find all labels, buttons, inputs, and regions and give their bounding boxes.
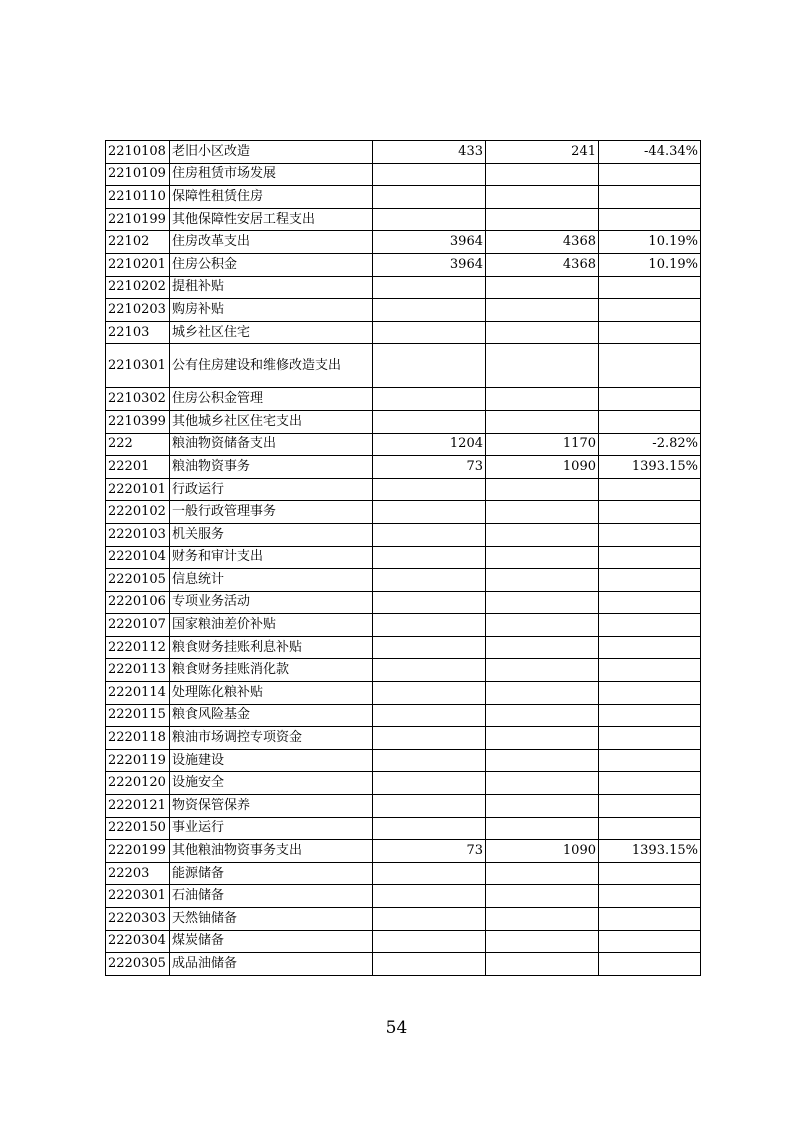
account-code-cell: 22203 bbox=[106, 862, 170, 885]
change-percent-cell bbox=[599, 636, 701, 659]
amount-prior-cell bbox=[373, 795, 486, 818]
amount-prior-cell bbox=[373, 388, 486, 411]
table-row bbox=[106, 231, 701, 254]
table-row bbox=[106, 410, 701, 433]
amount-prior-cell bbox=[373, 186, 486, 209]
change-percent-cell: 1393.15% bbox=[599, 840, 701, 863]
budget-table-body bbox=[106, 141, 701, 976]
change-percent-cell bbox=[599, 749, 701, 772]
account-name-cell: 粮油市场调控专项资金 bbox=[170, 727, 373, 750]
amount-current-cell bbox=[486, 208, 599, 231]
amount-prior-cell bbox=[373, 930, 486, 953]
amount-current-cell bbox=[486, 546, 599, 569]
amount-prior-cell bbox=[373, 501, 486, 524]
account-name-cell: 其他城乡社区住宅支出 bbox=[170, 410, 373, 433]
account-name-cell: 其他保障性安居工程支出 bbox=[170, 208, 373, 231]
amount-current-cell bbox=[486, 772, 599, 795]
amount-current-cell bbox=[486, 478, 599, 501]
amount-current-cell: 1090 bbox=[486, 840, 599, 863]
change-percent-cell bbox=[599, 614, 701, 637]
change-percent-cell: 10.19% bbox=[599, 231, 701, 254]
table-row bbox=[106, 953, 701, 976]
change-percent-cell bbox=[599, 569, 701, 592]
table-row bbox=[106, 344, 701, 388]
account-name-cell: 天然铀储备 bbox=[170, 908, 373, 931]
table-row bbox=[106, 682, 701, 705]
amount-prior-cell bbox=[373, 546, 486, 569]
account-code-cell: 2210301 bbox=[106, 344, 170, 388]
account-name-cell: 住房租赁市场发展 bbox=[170, 163, 373, 186]
table-row bbox=[106, 141, 701, 164]
amount-prior-cell bbox=[373, 727, 486, 750]
amount-current-cell bbox=[486, 299, 599, 322]
change-percent-cell bbox=[599, 410, 701, 433]
account-name-cell: 粮食财务挂账利息补贴 bbox=[170, 636, 373, 659]
account-name-cell: 行政运行 bbox=[170, 478, 373, 501]
amount-prior-cell: 3964 bbox=[373, 253, 486, 276]
account-code-cell: 22102 bbox=[106, 231, 170, 254]
table-row bbox=[106, 186, 701, 209]
amount-prior-cell: 73 bbox=[373, 456, 486, 479]
account-name-cell: 保障性租赁住房 bbox=[170, 186, 373, 209]
account-name-cell: 住房改革支出 bbox=[170, 231, 373, 254]
account-name-cell: 住房公积金管理 bbox=[170, 388, 373, 411]
amount-current-cell bbox=[486, 727, 599, 750]
table-row bbox=[106, 253, 701, 276]
account-name-cell: 提租补贴 bbox=[170, 276, 373, 299]
account-name-cell: 信息统计 bbox=[170, 569, 373, 592]
account-name-cell: 公有住房建设和维修改造支出 bbox=[170, 344, 373, 388]
table-row bbox=[106, 930, 701, 953]
amount-current-cell bbox=[486, 523, 599, 546]
amount-prior-cell: 433 bbox=[373, 141, 486, 164]
table-row bbox=[106, 614, 701, 637]
account-name-cell: 城乡社区住宅 bbox=[170, 321, 373, 344]
change-percent-cell: -2.82% bbox=[599, 433, 701, 456]
account-name-cell: 其他粮油物资事务支出 bbox=[170, 840, 373, 863]
table-row bbox=[106, 478, 701, 501]
account-name-cell: 粮食风险基金 bbox=[170, 704, 373, 727]
change-percent-cell bbox=[599, 299, 701, 322]
change-percent-cell bbox=[599, 501, 701, 524]
amount-prior-cell bbox=[373, 636, 486, 659]
table-row bbox=[106, 569, 701, 592]
change-percent-cell bbox=[599, 523, 701, 546]
account-code-cell: 2220301 bbox=[106, 885, 170, 908]
table-row bbox=[106, 208, 701, 231]
table-row bbox=[106, 501, 701, 524]
amount-prior-cell bbox=[373, 276, 486, 299]
change-percent-cell bbox=[599, 930, 701, 953]
account-code-cell: 2220304 bbox=[106, 930, 170, 953]
amount-prior-cell bbox=[373, 591, 486, 614]
amount-current-cell bbox=[486, 501, 599, 524]
amount-current-cell bbox=[486, 682, 599, 705]
account-code-cell: 2220112 bbox=[106, 636, 170, 659]
table-row bbox=[106, 388, 701, 411]
table-row bbox=[106, 299, 701, 322]
account-name-cell: 一般行政管理事务 bbox=[170, 501, 373, 524]
account-code-cell: 2220106 bbox=[106, 591, 170, 614]
change-percent-cell bbox=[599, 862, 701, 885]
amount-prior-cell bbox=[373, 817, 486, 840]
table-row bbox=[106, 840, 701, 863]
amount-current-cell: 241 bbox=[486, 141, 599, 164]
amount-current-cell bbox=[486, 953, 599, 976]
amount-prior-cell bbox=[373, 682, 486, 705]
table-row bbox=[106, 795, 701, 818]
account-code-cell: 2220102 bbox=[106, 501, 170, 524]
amount-prior-cell bbox=[373, 908, 486, 931]
account-code-cell: 2210201 bbox=[106, 253, 170, 276]
table-row bbox=[106, 546, 701, 569]
account-code-cell: 2220305 bbox=[106, 953, 170, 976]
account-code-cell: 2220121 bbox=[106, 795, 170, 818]
change-percent-cell bbox=[599, 817, 701, 840]
amount-current-cell bbox=[486, 908, 599, 931]
change-percent-cell bbox=[599, 276, 701, 299]
change-percent-cell bbox=[599, 727, 701, 750]
change-percent-cell bbox=[599, 321, 701, 344]
amount-current-cell bbox=[486, 344, 599, 388]
amount-prior-cell: 1204 bbox=[373, 433, 486, 456]
account-code-cell: 2220101 bbox=[106, 478, 170, 501]
amount-current-cell bbox=[486, 163, 599, 186]
account-code-cell: 2210202 bbox=[106, 276, 170, 299]
account-name-cell: 住房公积金 bbox=[170, 253, 373, 276]
amount-current-cell bbox=[486, 636, 599, 659]
change-percent-cell bbox=[599, 795, 701, 818]
account-name-cell: 财务和审计支出 bbox=[170, 546, 373, 569]
page-number: 54 bbox=[385, 1018, 408, 1038]
account-code-cell: 2210399 bbox=[106, 410, 170, 433]
account-name-cell: 设施安全 bbox=[170, 772, 373, 795]
account-name-cell: 老旧小区改造 bbox=[170, 141, 373, 164]
amount-prior-cell bbox=[373, 772, 486, 795]
amount-current-cell bbox=[486, 704, 599, 727]
account-name-cell: 机关服务 bbox=[170, 523, 373, 546]
change-percent-cell bbox=[599, 478, 701, 501]
table-row bbox=[106, 772, 701, 795]
account-name-cell: 成品油储备 bbox=[170, 953, 373, 976]
account-code-cell: 2220150 bbox=[106, 817, 170, 840]
amount-current-cell bbox=[486, 410, 599, 433]
account-code-cell: 22201 bbox=[106, 456, 170, 479]
amount-current-cell: 4368 bbox=[486, 231, 599, 254]
account-code-cell: 2210108 bbox=[106, 141, 170, 164]
amount-current-cell: 1170 bbox=[486, 433, 599, 456]
change-percent-cell bbox=[599, 682, 701, 705]
table-row bbox=[106, 163, 701, 186]
amount-prior-cell bbox=[373, 478, 486, 501]
amount-current-cell bbox=[486, 276, 599, 299]
amount-prior-cell bbox=[373, 321, 486, 344]
change-percent-cell: 1393.15% bbox=[599, 456, 701, 479]
account-name-cell: 石油储备 bbox=[170, 885, 373, 908]
account-name-cell: 粮油物资储备支出 bbox=[170, 433, 373, 456]
amount-prior-cell bbox=[373, 704, 486, 727]
change-percent-cell bbox=[599, 704, 701, 727]
table-row bbox=[106, 727, 701, 750]
amount-current-cell bbox=[486, 930, 599, 953]
change-percent-cell: 10.19% bbox=[599, 253, 701, 276]
table-row bbox=[106, 321, 701, 344]
account-code-cell: 2210203 bbox=[106, 299, 170, 322]
account-name-cell: 国家粮油差价补贴 bbox=[170, 614, 373, 637]
amount-prior-cell bbox=[373, 885, 486, 908]
account-code-cell: 2220103 bbox=[106, 523, 170, 546]
amount-prior-cell bbox=[373, 344, 486, 388]
account-code-cell: 2220120 bbox=[106, 772, 170, 795]
amount-current-cell bbox=[486, 591, 599, 614]
amount-prior-cell: 3964 bbox=[373, 231, 486, 254]
account-code-cell: 2210302 bbox=[106, 388, 170, 411]
account-code-cell: 2220303 bbox=[106, 908, 170, 931]
account-code-cell: 2210109 bbox=[106, 163, 170, 186]
amount-prior-cell bbox=[373, 523, 486, 546]
amount-current-cell bbox=[486, 614, 599, 637]
account-name-cell: 事业运行 bbox=[170, 817, 373, 840]
amount-current-cell bbox=[486, 885, 599, 908]
budget-table bbox=[105, 140, 701, 976]
account-name-cell: 设施建设 bbox=[170, 749, 373, 772]
change-percent-cell bbox=[599, 388, 701, 411]
account-name-cell: 处理陈化粮补贴 bbox=[170, 682, 373, 705]
change-percent-cell bbox=[599, 953, 701, 976]
change-percent-cell bbox=[599, 163, 701, 186]
table-row bbox=[106, 862, 701, 885]
amount-current-cell bbox=[486, 569, 599, 592]
change-percent-cell bbox=[599, 186, 701, 209]
change-percent-cell: -44.34% bbox=[599, 141, 701, 164]
account-code-cell: 2220113 bbox=[106, 659, 170, 682]
amount-prior-cell bbox=[373, 862, 486, 885]
change-percent-cell bbox=[599, 885, 701, 908]
account-code-cell: 2210199 bbox=[106, 208, 170, 231]
account-code-cell: 2220119 bbox=[106, 749, 170, 772]
account-code-cell: 22103 bbox=[106, 321, 170, 344]
table-row bbox=[106, 749, 701, 772]
account-code-cell: 2210110 bbox=[106, 186, 170, 209]
account-code-cell: 222 bbox=[106, 433, 170, 456]
amount-current-cell bbox=[486, 388, 599, 411]
change-percent-cell bbox=[599, 344, 701, 388]
amount-current-cell: 4368 bbox=[486, 253, 599, 276]
change-percent-cell bbox=[599, 659, 701, 682]
table-row bbox=[106, 817, 701, 840]
account-code-cell: 2220199 bbox=[106, 840, 170, 863]
amount-prior-cell bbox=[373, 410, 486, 433]
table-row bbox=[106, 704, 701, 727]
table-row bbox=[106, 523, 701, 546]
account-code-cell: 2220107 bbox=[106, 614, 170, 637]
amount-current-cell bbox=[486, 659, 599, 682]
account-name-cell: 专项业务活动 bbox=[170, 591, 373, 614]
amount-prior-cell bbox=[373, 749, 486, 772]
account-code-cell: 2220115 bbox=[106, 704, 170, 727]
amount-prior-cell bbox=[373, 614, 486, 637]
table-row bbox=[106, 636, 701, 659]
amount-current-cell: 1090 bbox=[486, 456, 599, 479]
amount-prior-cell bbox=[373, 569, 486, 592]
amount-current-cell bbox=[486, 817, 599, 840]
amount-prior-cell bbox=[373, 208, 486, 231]
amount-prior-cell: 73 bbox=[373, 840, 486, 863]
amount-prior-cell bbox=[373, 163, 486, 186]
account-name-cell: 能源储备 bbox=[170, 862, 373, 885]
account-code-cell: 2220105 bbox=[106, 569, 170, 592]
table-row bbox=[106, 456, 701, 479]
table-row bbox=[106, 276, 701, 299]
change-percent-cell bbox=[599, 546, 701, 569]
amount-current-cell bbox=[486, 862, 599, 885]
account-name-cell: 粮食财务挂账消化款 bbox=[170, 659, 373, 682]
table-row bbox=[106, 659, 701, 682]
account-name-cell: 粮油物资事务 bbox=[170, 456, 373, 479]
account-code-cell: 2220118 bbox=[106, 727, 170, 750]
account-name-cell: 物资保管保养 bbox=[170, 795, 373, 818]
table-row bbox=[106, 433, 701, 456]
table-row bbox=[106, 885, 701, 908]
amount-prior-cell bbox=[373, 953, 486, 976]
table-row bbox=[106, 591, 701, 614]
change-percent-cell bbox=[599, 591, 701, 614]
amount-current-cell bbox=[486, 186, 599, 209]
account-code-cell: 2220104 bbox=[106, 546, 170, 569]
account-code-cell: 2220114 bbox=[106, 682, 170, 705]
account-name-cell: 购房补贴 bbox=[170, 299, 373, 322]
account-name-cell: 煤炭储备 bbox=[170, 930, 373, 953]
amount-prior-cell bbox=[373, 659, 486, 682]
amount-current-cell bbox=[486, 749, 599, 772]
amount-current-cell bbox=[486, 795, 599, 818]
change-percent-cell bbox=[599, 208, 701, 231]
change-percent-cell bbox=[599, 908, 701, 931]
change-percent-cell bbox=[599, 772, 701, 795]
table-row bbox=[106, 908, 701, 931]
amount-prior-cell bbox=[373, 299, 486, 322]
amount-current-cell bbox=[486, 321, 599, 344]
